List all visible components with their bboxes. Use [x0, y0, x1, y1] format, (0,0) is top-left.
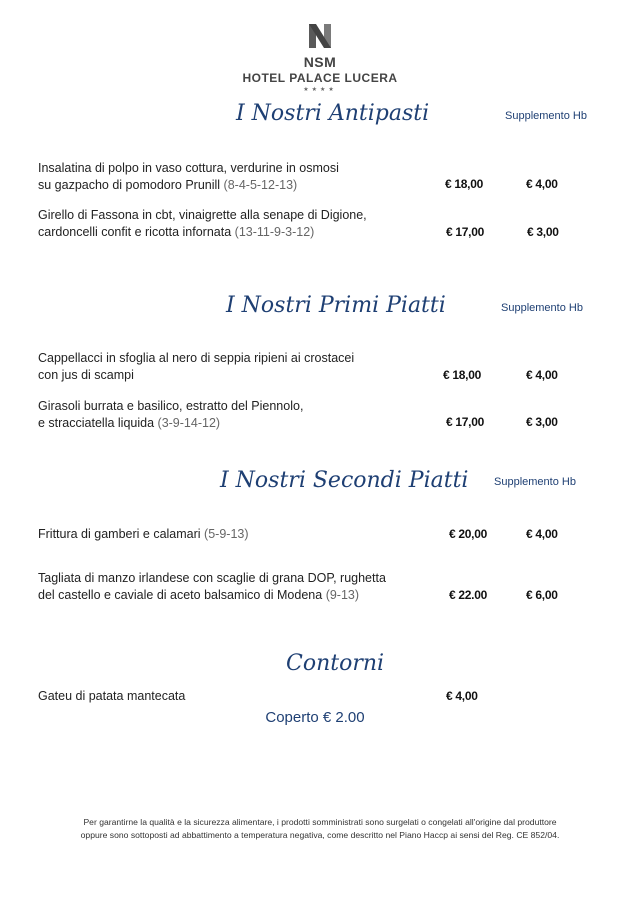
dish-supplement: € 3,00	[526, 415, 558, 429]
dish-price: € 18,00	[443, 368, 481, 382]
dish-allergens: (13-11-9-3-12)	[234, 225, 315, 239]
dish-price: € 22.00	[449, 588, 487, 602]
menu-item	[38, 350, 354, 384]
dish-description: Gateu di patata mantecata	[38, 689, 186, 703]
hotel-logo	[0, 22, 640, 93]
dish-supplement: € 4,00	[526, 177, 558, 191]
supplement-label-antipasti: Supplemento Hb	[505, 110, 587, 122]
dish-description: del castello e caviale di aceto balsamico di Modena	[38, 588, 323, 602]
brand-short: NSM	[303, 54, 337, 70]
food-safety-notice	[30, 816, 610, 842]
menu-item	[38, 688, 185, 705]
hotel-name: HOTEL PALACE LUCERA	[242, 71, 398, 85]
dish-description: Tagliata di manzo irlandese con scaglie di grana DOP, rughetta	[38, 571, 386, 585]
dish-allergens: (3-9-14-12)	[157, 416, 221, 430]
coperto-charge: Coperto € 2.00	[265, 709, 365, 726]
section-title-secondi: I Nostri Secondi Piatti	[220, 468, 469, 493]
dish-price: € 17,00	[446, 225, 484, 239]
dish-description: Frittura di gamberi e calamari	[38, 527, 201, 541]
dish-description: cardoncelli confit e ricotta infornata	[38, 225, 232, 239]
menu-item	[38, 570, 386, 604]
section-title-contorni: Contorni	[286, 651, 385, 676]
dish-description: Cappellacci in sfoglia al nero di seppia ripieni ai crostacei	[38, 351, 355, 365]
dish-allergens: (9-13)	[325, 588, 360, 602]
menu-item	[38, 526, 249, 543]
dish-price: € 4,00	[446, 689, 478, 703]
notice-line: Per garantirne la qualità e la sicurezza alimentare, i prodotti somministrati sono surgelati o congelati all'origine dal produttore	[83, 817, 557, 827]
dish-description: su gazpacho di pomodoro Prunill	[38, 178, 221, 192]
menu-item	[38, 207, 367, 241]
dish-description: Girasoli burrata e basilico, estratto del Piennolo,	[38, 399, 304, 413]
notice-line: oppure sono sottoposti ad abbattimento a temperatura negativa, come descritto nel Piano Haccp ai sensi del Reg. CE 852/04.	[80, 830, 560, 840]
menu-item	[38, 160, 339, 194]
section-title-primi: I Nostri Primi Piatti	[226, 293, 446, 318]
dish-supplement: € 6,00	[526, 588, 558, 602]
supplement-label-secondi: Supplemento Hb	[494, 476, 576, 488]
dish-description: con jus di scampi	[38, 368, 134, 382]
dish-allergens: (5-9-13)	[204, 527, 249, 541]
supplement-label-primi: Supplemento Hb	[501, 302, 583, 314]
dish-allergens: (8-4-5-12-13)	[223, 178, 298, 192]
dish-supplement: € 3,00	[527, 225, 559, 239]
hotel-stars: ★★★★	[303, 87, 337, 93]
dish-price: € 18,00	[445, 177, 483, 191]
dish-description: Insalatina di polpo in vaso cottura, verdurine in osmosi	[38, 161, 339, 175]
dish-price: € 20,00	[449, 527, 487, 541]
section-title-antipasti: I Nostri Antipasti	[236, 101, 430, 126]
dish-supplement: € 4,00	[526, 368, 558, 382]
nsm-logo-icon	[307, 22, 333, 50]
dish-price: € 17,00	[446, 415, 484, 429]
dish-supplement: € 4,00	[526, 527, 558, 541]
menu-item	[38, 398, 303, 432]
dish-description: e stracciatella liquida	[38, 416, 155, 430]
dish-description: Girello di Fassona in cbt, vinaigrette alla senape di Digione,	[38, 208, 367, 222]
